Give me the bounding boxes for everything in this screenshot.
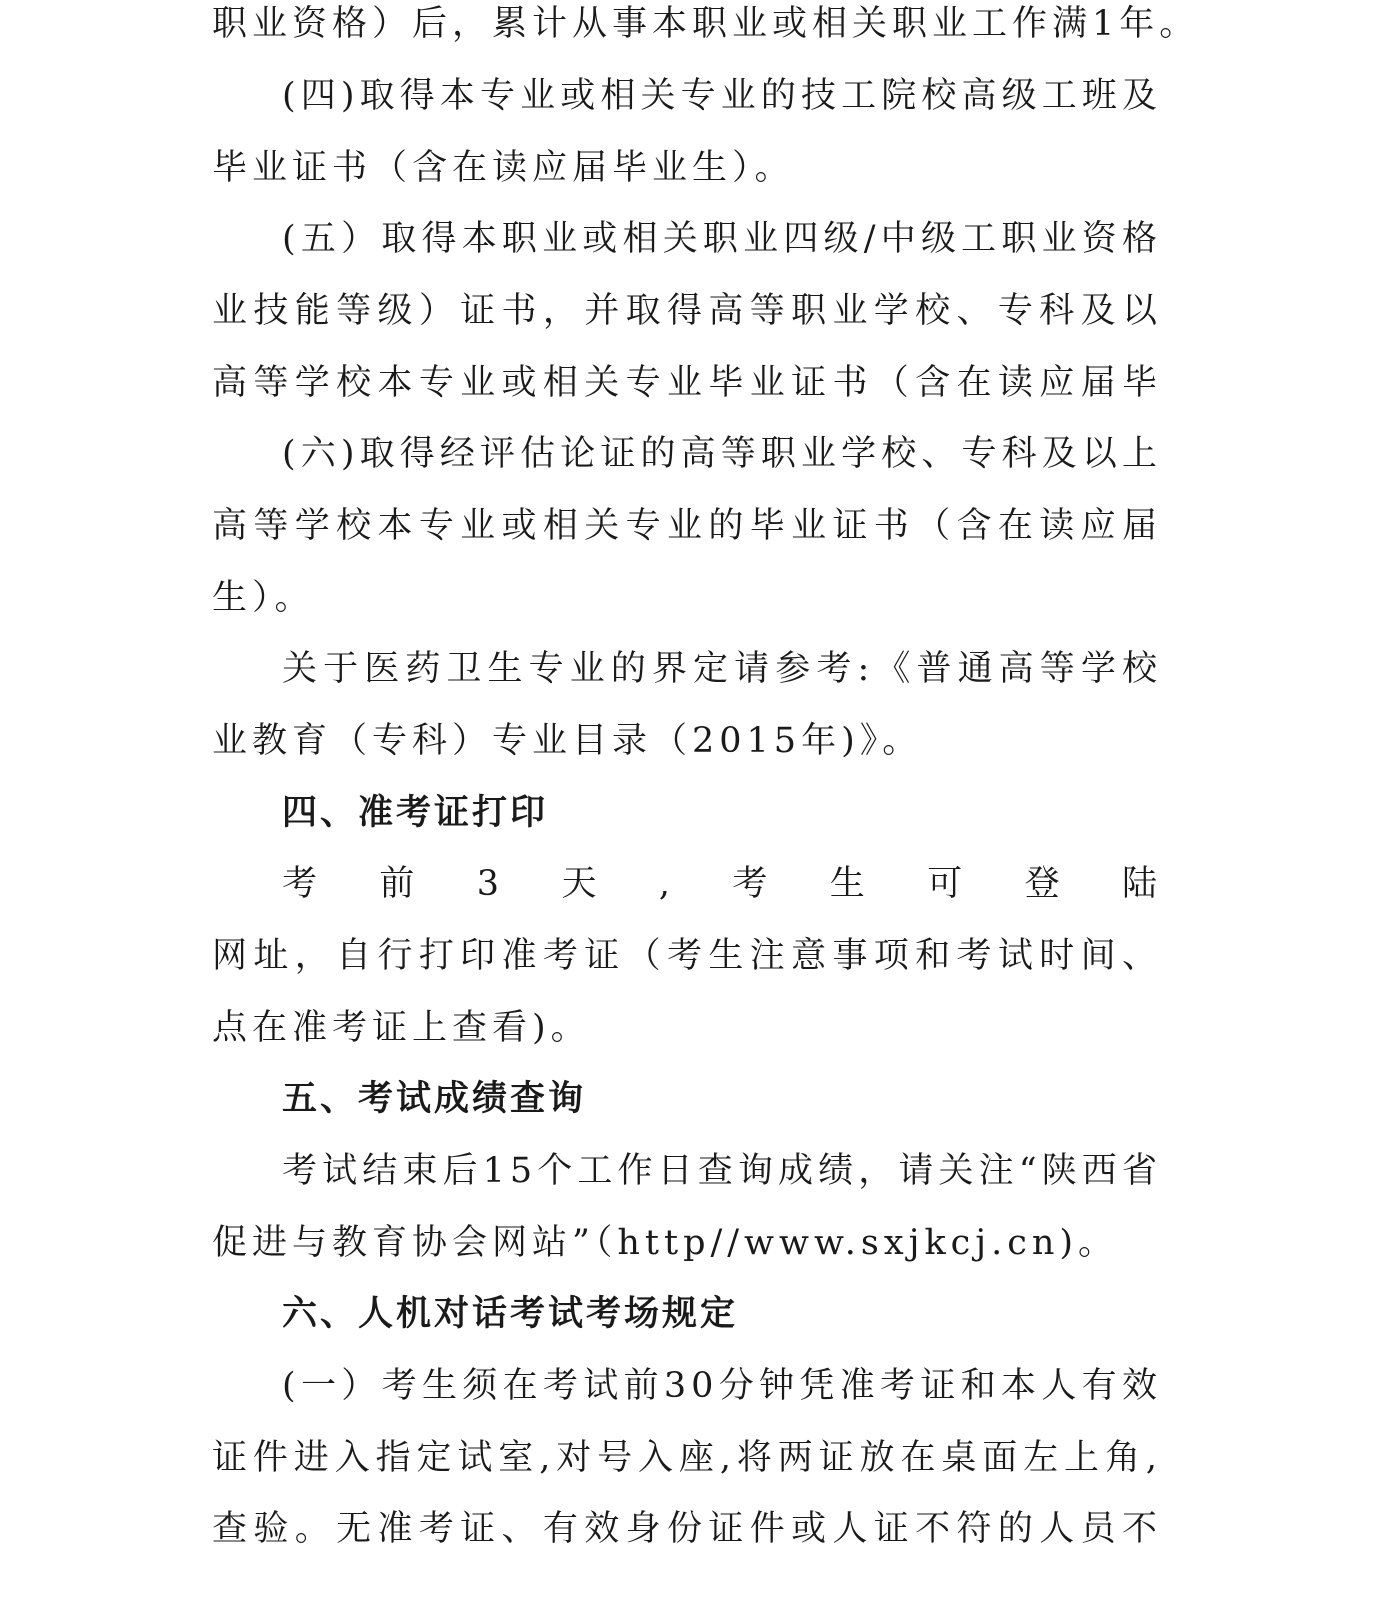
text-line-11: 业教育（专科）专业目录（2015年)》。 (212, 721, 923, 761)
text-line-8: 高等学校本专业或相关专业的毕业证书（含在读应届 (212, 506, 1162, 546)
text-line-17: 考试结束后15个工作日查询成绩，请关注“陕西省 (282, 1151, 1162, 1191)
text-line-6: 高等学校本专业或相关专业毕业证书（含在读应届毕 (212, 363, 1162, 403)
text-line-3: 毕业证书（含在读应届毕业生）。 (212, 148, 795, 188)
text-line-22: 查验。无准考证、有效身份证件或人证不符的人员不 (212, 1509, 1162, 1549)
text-line-21: 证件进入指定试室,对号入座,将两证放在桌面左上角, (212, 1438, 1162, 1478)
text-line-9: 生）。 (212, 578, 315, 618)
text-line-10: 关于医药卫生专业的界定请参考:《普通高等学校 (282, 649, 1162, 689)
text-line-4: (五）取得本职业或相关职业四级/中级工职业资格 (282, 219, 1162, 259)
text-line-20: (一）考生须在考试前30分钟凭准考证和本人有效 (282, 1366, 1162, 1406)
text-line-15: 点在准考证上查看)。 (212, 1008, 591, 1048)
section-heading-4: 四、准考证打印 (282, 793, 549, 833)
text-line-14: 网址，自行打印准考证（考生注意事项和考试时间、 (212, 936, 1162, 976)
text-line-5: 业技能等级）证书，并取得高等职业学校、专科及以 (212, 291, 1162, 331)
text-line-2: (四)取得本专业或相关专业的技工院校高级工班及 (282, 76, 1162, 116)
text-line-7: (六)取得经评估论证的高等职业学校、专科及以上 (282, 434, 1162, 474)
section-heading-6: 六、人机对话考试考场规定 (282, 1294, 739, 1334)
text-line-1: 职业资格）后，累计从事本职业或相关职业工作满1年。 (212, 4, 1200, 44)
text-line-13: 考前3天,考生可登陆 (282, 864, 1162, 904)
section-heading-5: 五、考试成绩查询 (282, 1079, 587, 1119)
text-line-18: 促进与教育协会网站”（http//www.sxjkcj.cn)。 (212, 1223, 1119, 1263)
